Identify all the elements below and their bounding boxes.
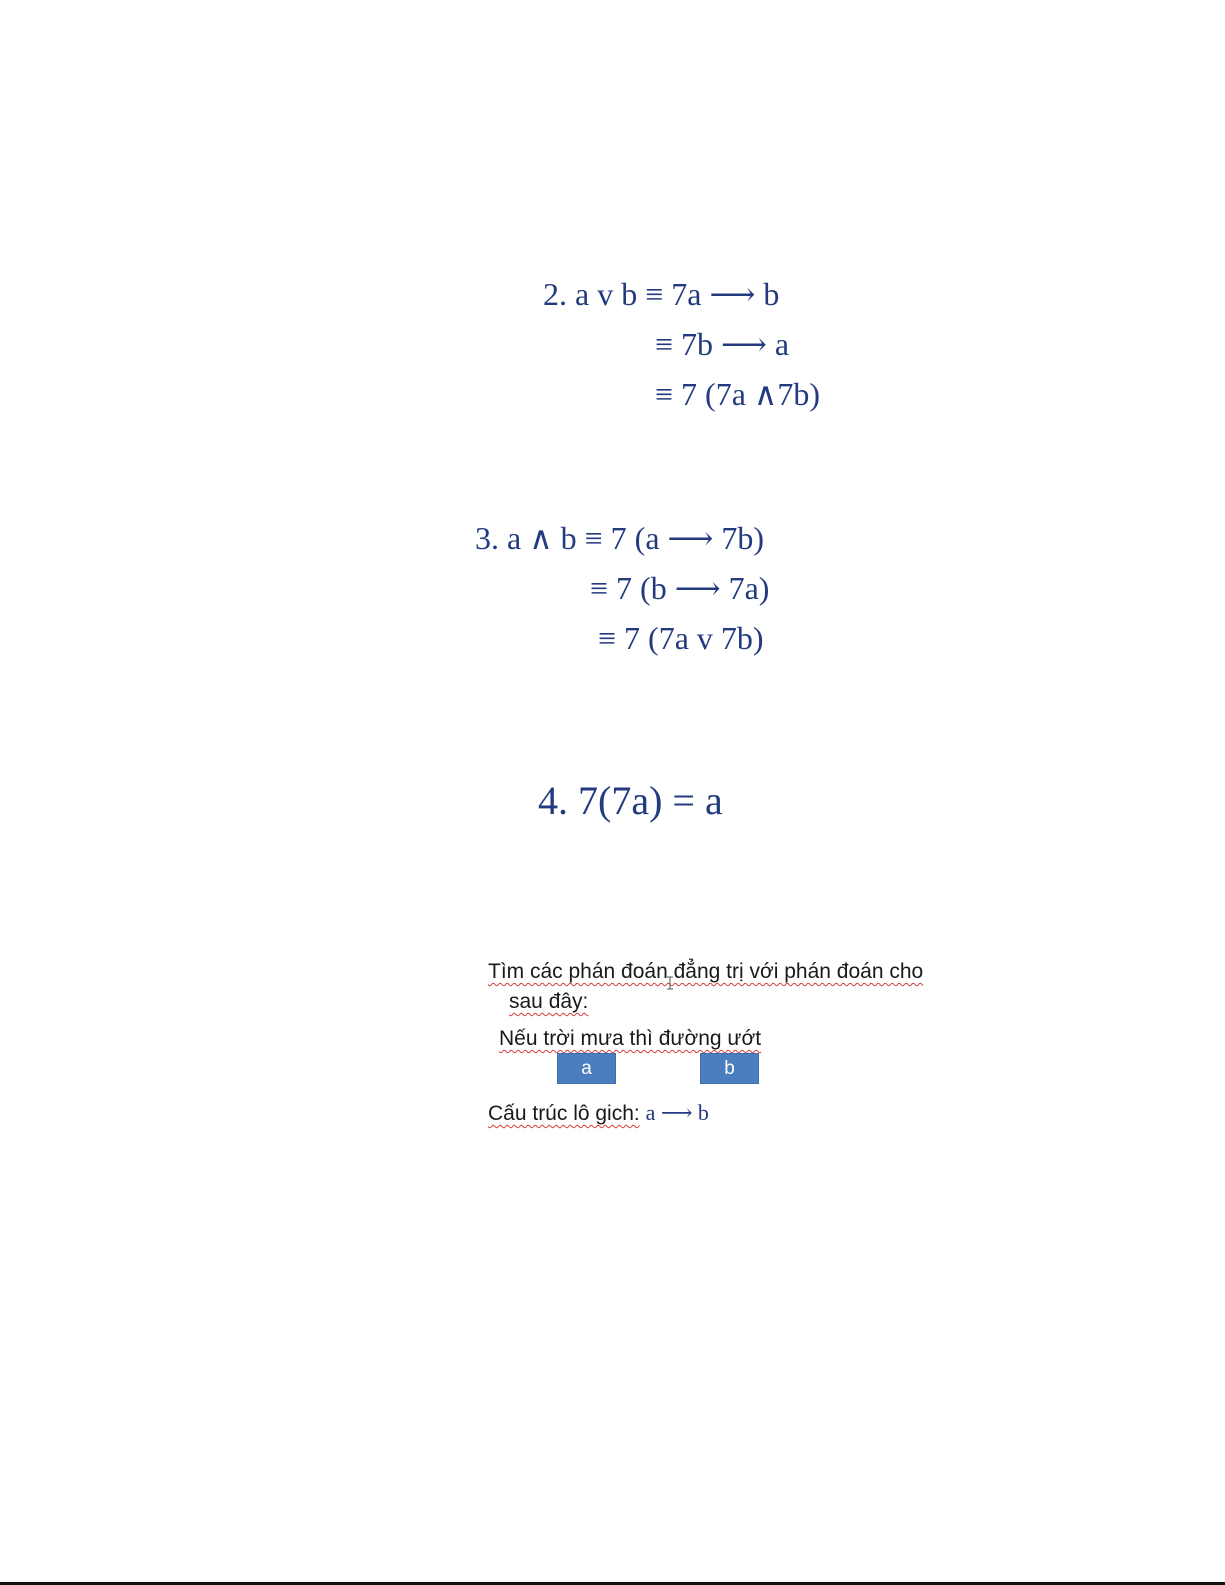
rule-2-line-1: 2. a v b ≡ 7a ⟶ b xyxy=(543,276,780,312)
structure-line xyxy=(488,1102,709,1124)
rule-2-line-3: ≡ 7 (7a ∧7b) xyxy=(655,376,820,412)
rule-3-line-2: ≡ 7 (b ⟶ 7a) xyxy=(590,570,770,606)
exercise-prompt-line-2: sau đây: xyxy=(509,990,589,1013)
rule-4: 4. 7(7a) = a xyxy=(538,778,723,823)
label-box-b: b xyxy=(700,1053,759,1084)
exercise-statement: Nếu trời mưa thì đường ướt xyxy=(499,1027,762,1050)
structure-label: Cấu trúc lô gich: xyxy=(488,1102,640,1125)
rule-3-line-1: 3. a ∧ b ≡ 7 (a ⟶ 7b) xyxy=(475,520,765,556)
text-cursor-icon-shape xyxy=(666,976,674,990)
rule-3-line-3: ≡ 7 (7a v 7b) xyxy=(598,620,764,656)
rule-2-line-2: ≡ 7b ⟶ a xyxy=(655,326,790,362)
label-box-a: a xyxy=(557,1053,616,1084)
exercise-prompt-line-1: Tìm các phán đoán đẳng trị với phán đoán cho xyxy=(488,960,924,983)
structure-formula: a ⟶ b xyxy=(645,1100,709,1125)
text-cursor-icon xyxy=(666,976,672,990)
